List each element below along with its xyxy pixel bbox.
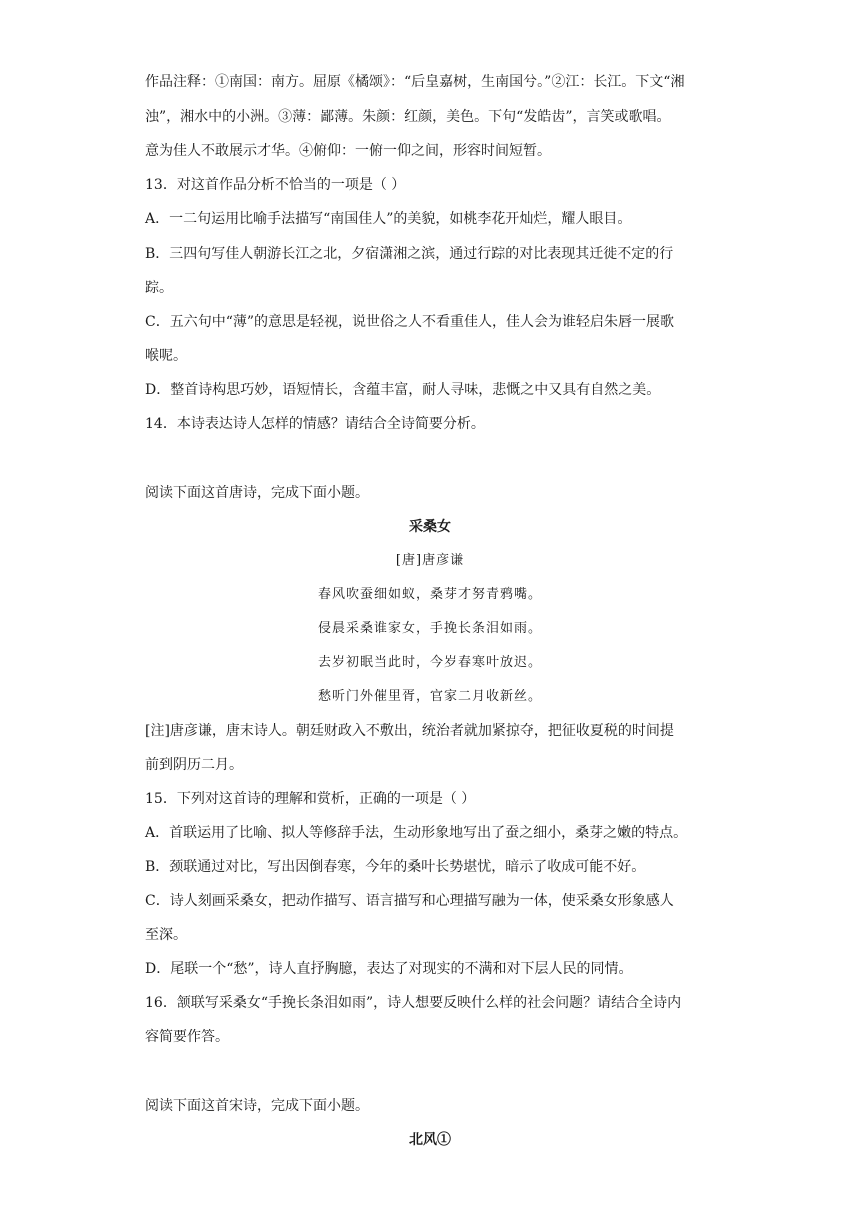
question-15-option-c-cont: 至深。 <box>145 927 187 943</box>
notes-line-3: 意为佳人不敢展示才华。④俯仰：一俯一仰之间，形容时间短暂。 <box>145 143 551 159</box>
question-14: 14．本诗表达诗人怎样的情感？请结合全诗简要分析。 <box>145 416 485 432</box>
poem-line: 愁听门外催里胥，官家二月收新丝。 <box>317 689 542 704</box>
question-13-stem: 13．对这首作品分析不恰当的一项是（ ） <box>145 177 406 193</box>
question-15-option-a: A．首联运用了比喻、拟人等修辞手法，生动形象地写出了蚕之细小，桑芽之嫩的特点。 <box>145 825 688 841</box>
question-13-option-b: B．三四句写佳人朝游长江之北，夕宿潇湘之滨，通过行踪的对比表现其迁徙不定的行 <box>145 246 674 262</box>
poem-line: 去岁初眠当此时，今岁春寒叶放迟。 <box>317 655 542 670</box>
notes-line-1: 作品注释：①南国：南方。屈原《橘颂》：“后皇嘉树，生南国兮。”②江：长江。下文“湘 <box>145 74 685 90</box>
question-15-option-b: B．颈联通过对比，写出因倒春寒，今年的桑叶长势堪忧，暗示了收成可能不好。 <box>145 859 646 875</box>
section-2-intro: 阅读下面这首唐诗，完成下面小题。 <box>145 485 369 501</box>
section-3-intro: 阅读下面这首宋诗，完成下面小题。 <box>145 1098 369 1114</box>
poem-line: 春风吹蚕细如蚁，桑芽才努青鸦嘴。 <box>317 587 542 602</box>
question-15-option-d: D．尾联一个“愁”，诗人直抒胸臆，表达了对现实的不满和对下层人民的同情。 <box>145 961 633 977</box>
question-13-option-c: C．五六句中“薄”的意思是轻视，说世俗之人不看重佳人，佳人会为谁轻启朱唇一展歌 <box>145 314 675 330</box>
poem-title-2: 北风① <box>409 1132 451 1148</box>
question-16-cont: 容简要作答。 <box>145 1029 229 1045</box>
question-13-option-c-cont: 喉呢。 <box>145 348 187 364</box>
question-15-option-c: C．诗人刻画采桑女，把动作描写、语言描写和心理描写融为一体，使采桑女形象感人 <box>145 893 674 909</box>
poem-title: 采桑女 <box>409 519 451 535</box>
poem-note-cont: 前到阴历二月。 <box>145 757 243 773</box>
question-13-option-a: A．一二句运用比喻手法描写“南国佳人”的美貌，如桃李花开灿烂，耀人眼目。 <box>145 211 632 227</box>
question-13-option-b-cont: 踪。 <box>145 280 173 296</box>
question-13-option-d: D．整首诗构思巧妙，语短情长，含蕴丰富，耐人寻味，悲慨之中又具有自然之美。 <box>145 382 661 398</box>
poem-author: [唐]唐彦谦 <box>395 553 465 568</box>
poem-line: 侵晨采桑谁家女，手挽长条泪如雨。 <box>317 621 542 636</box>
notes-line-2: 浊”，湘水中的小洲。③薄：鄙薄。朱颜：红颜，美色。下句“发皓齿”，言笑或歌唱。 <box>145 109 671 125</box>
question-15-stem: 15．下列对这首诗的理解和赏析，正确的一项是（ ） <box>145 791 476 807</box>
question-16: 16．颔联写采桑女“手挽长条泪如雨”，诗人想要反映什么样的社会问题？请结合全诗内 <box>145 995 682 1011</box>
poem-note: [注]唐彦谦，唐末诗人。朝廷财政入不敷出，统治者就加紧掠夺，把征收夏税的时间提 <box>145 723 674 739</box>
